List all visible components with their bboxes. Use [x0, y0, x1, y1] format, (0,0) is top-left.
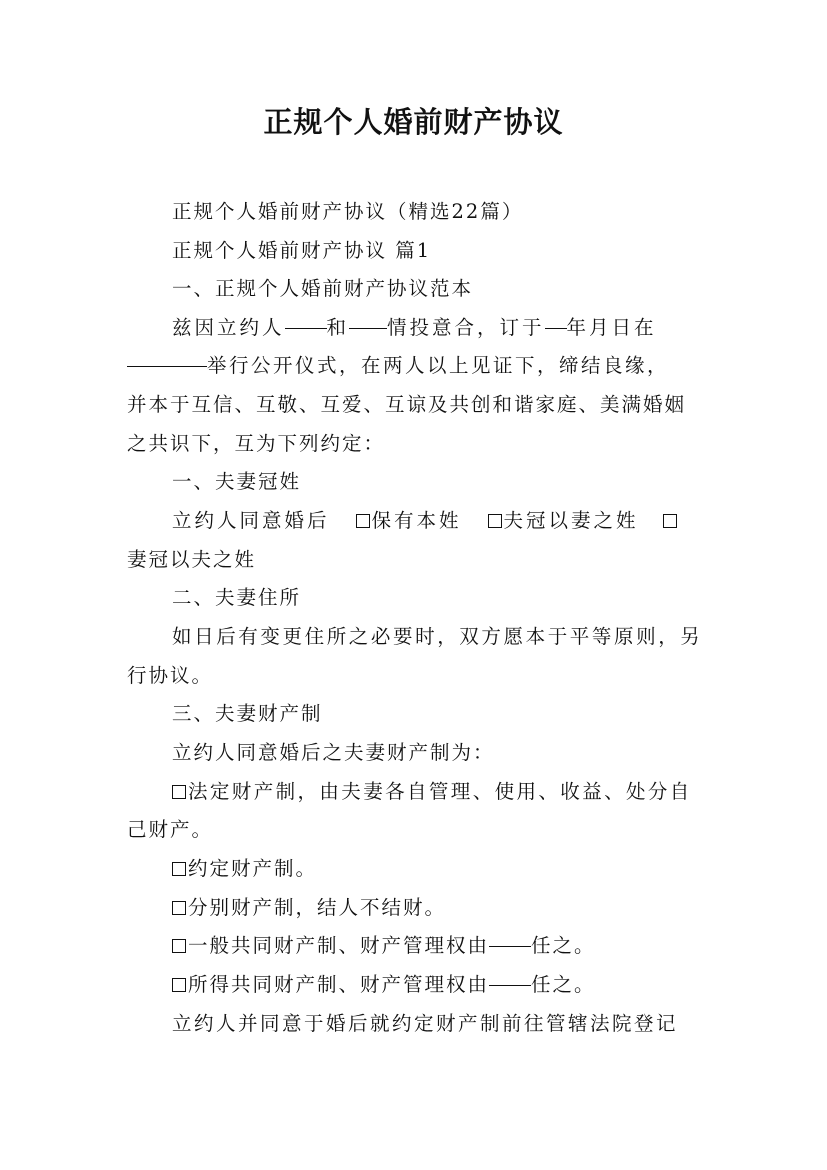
paragraph-line [127, 386, 705, 424]
paragraph-line [127, 347, 705, 385]
line-text: 举行公开仪式，在两人以上见证下，缔结良缘， [207, 354, 670, 377]
line-text: 夫冠以妻之姓 [503, 509, 639, 532]
line-text: 兹因立约人 [172, 316, 285, 339]
checkbox-icon [172, 978, 186, 992]
line-text: 所得共同财产制、财产管理权由 [188, 973, 490, 996]
checkbox-icon [356, 514, 370, 528]
paragraph-line [127, 811, 705, 849]
line-text: 正规个人婚前财产协议 篇1 [172, 239, 432, 262]
fill-blank [489, 945, 531, 947]
line-text: 一、夫妻冠姓 [172, 470, 302, 493]
line-text: 之共识下，互为下列约定： [127, 432, 386, 455]
paragraph-line [172, 889, 712, 927]
paragraph-line [172, 850, 712, 888]
line-text: 己财产。 [127, 818, 214, 841]
paragraph-line [127, 657, 705, 695]
paragraph-line [172, 1005, 712, 1043]
paragraph-line [172, 927, 712, 965]
paragraph-line [172, 695, 712, 733]
paragraph-line [172, 463, 712, 501]
line-text: 一般共同财产制、财产管理权由 [188, 934, 490, 957]
line-text: 分别财产制，结人不结财。 [188, 896, 447, 919]
line-text: 任之。 [531, 934, 596, 957]
line-text: 如日后有变更住所之必要时，双方愿本于平等原则，另 [172, 625, 703, 648]
checkbox-icon [488, 514, 502, 528]
line-text: 任之。 [531, 973, 596, 996]
line-text: 立约人同意婚后之夫妻财产制为： [172, 741, 495, 764]
fill-blank [349, 327, 387, 329]
line-text: 一、正规个人婚前财产协议范本 [172, 277, 474, 300]
paragraph-line [172, 309, 712, 347]
paragraph-line [172, 502, 712, 540]
checkbox-icon [172, 901, 186, 915]
paragraph-line [172, 193, 712, 231]
document-title: 正规个人婚前财产协议 [263, 105, 564, 139]
line-text: 行协议。 [127, 664, 214, 687]
fill-blank [127, 365, 207, 367]
line-text: 并本于互信、互敬、互爱、互谅及共创和谐家庭、美满婚姻 [127, 393, 687, 416]
line-text: 立约人并同意于婚后就约定财产制前往管辖法院登记 [172, 1012, 679, 1035]
paragraph-line [172, 618, 712, 656]
paragraph-line [127, 541, 705, 579]
checkbox-icon [172, 939, 186, 953]
line-text: 年月日在 [566, 316, 657, 339]
paragraph-line [172, 270, 712, 308]
line-text: 和 [326, 316, 350, 339]
line-text: 保有本姓 [371, 509, 462, 532]
paragraph-line [172, 232, 712, 270]
line-text: 三、夫妻财产制 [172, 702, 323, 725]
fill-blank [285, 327, 327, 329]
line-text: 法定财产制，由夫妻各自管理、使用、收益、处分自 [188, 780, 692, 803]
checkbox-icon [172, 785, 186, 799]
fill-blank [489, 984, 531, 986]
line-text: 立约人同意婚后 [172, 509, 330, 532]
line-text: 情投意合，订于 [387, 316, 545, 339]
fill-blank [545, 327, 567, 329]
line-text: 二、夫妻住所 [172, 586, 302, 609]
paragraph-line [172, 579, 712, 617]
paragraph-line [127, 425, 705, 463]
checkbox-icon [172, 862, 186, 876]
paragraph-line [172, 734, 712, 772]
checkbox-icon [663, 514, 677, 528]
line-text: 妻冠以夫之姓 [127, 548, 257, 571]
line-text: 约定财产制。 [188, 857, 318, 880]
paragraph-line [172, 966, 712, 1004]
line-text: 正规个人婚前财产协议（精选22篇） [172, 200, 524, 223]
paragraph-line [172, 773, 712, 811]
